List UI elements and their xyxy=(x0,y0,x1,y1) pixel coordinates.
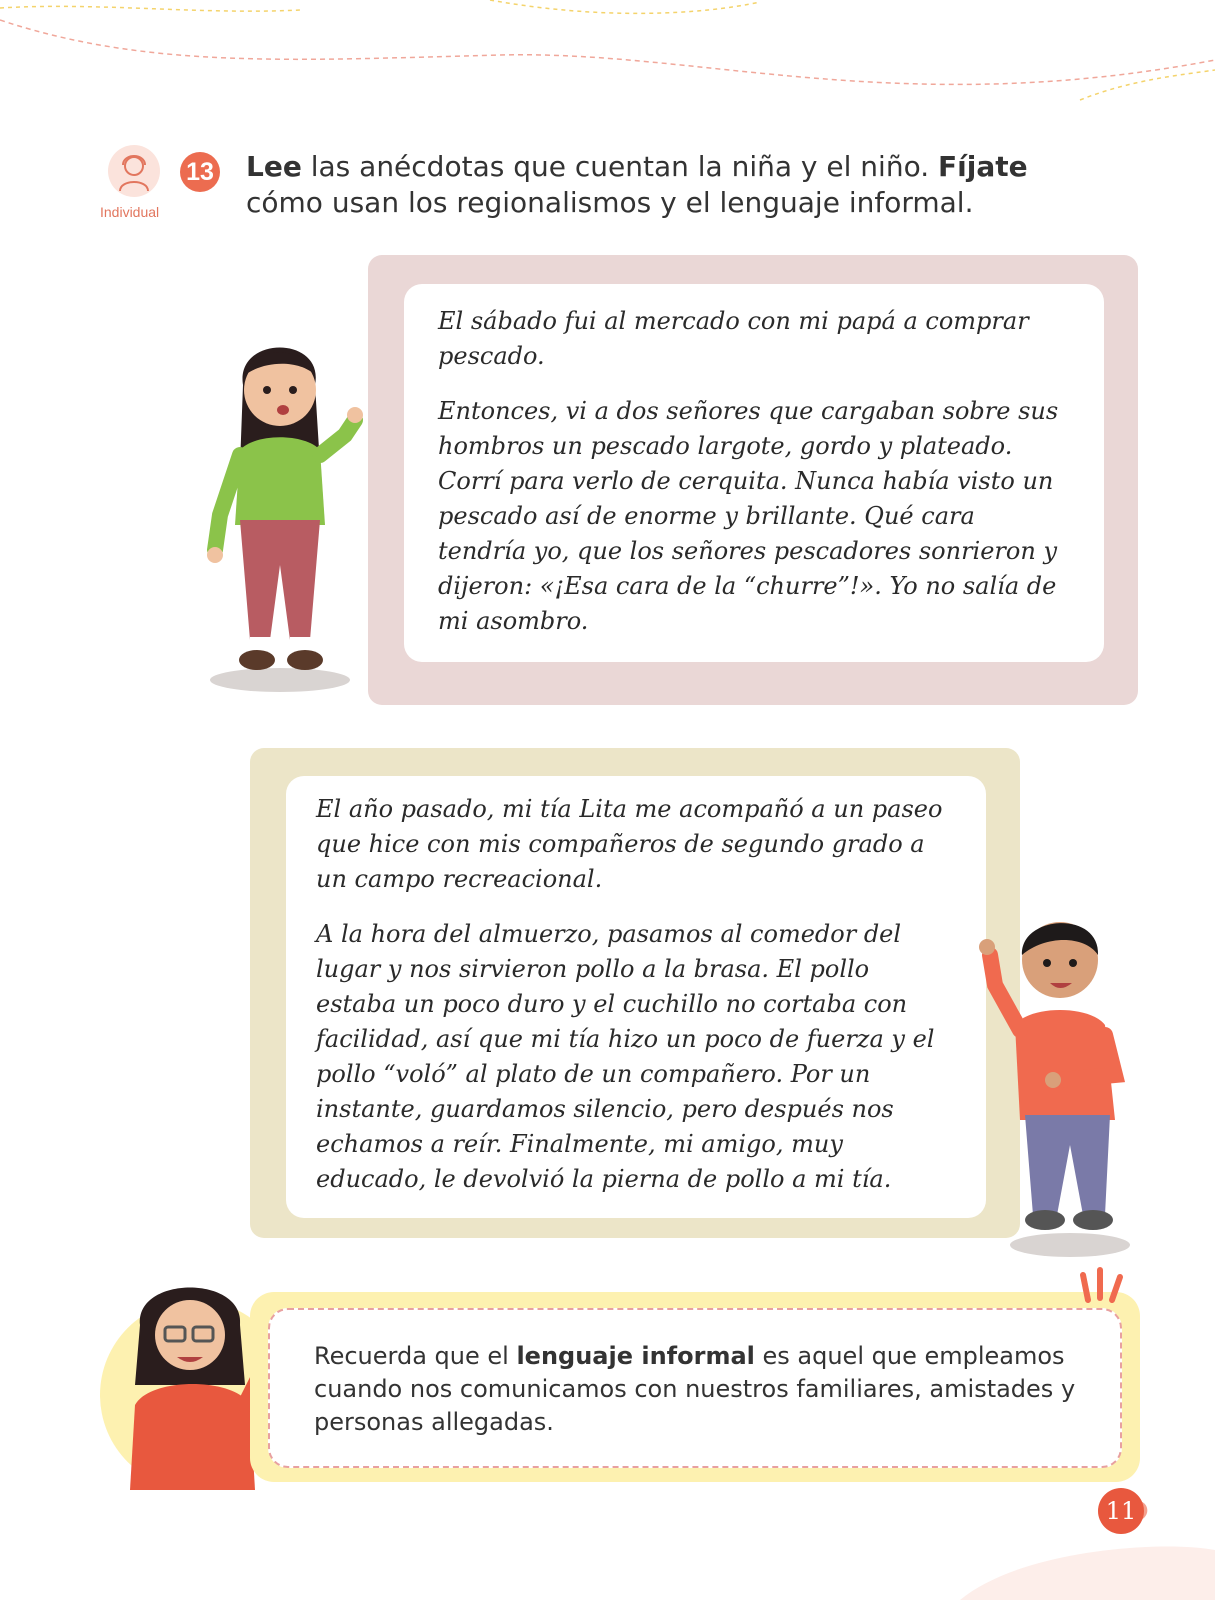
instruction-part-2: cómo usan los regionalismos y el lenguaje informal. xyxy=(246,186,974,219)
student-icon xyxy=(108,145,160,197)
mode-label: Individual xyxy=(100,204,160,220)
tip-text-part-1: Recuerda que el xyxy=(314,1342,517,1370)
girl-illustration xyxy=(195,315,370,700)
instruction-bold-read: Lee xyxy=(246,150,302,183)
instruction-bold-notice: Fíjate xyxy=(938,150,1028,183)
tip-card xyxy=(268,1308,1122,1468)
instruction-part-1: las anécdotas que cuentan la niña y el niño. xyxy=(301,150,939,183)
girl-story-paragraph: El sábado fui al mercado con mi papá a comprar pescado. xyxy=(438,307,1029,370)
tip-text xyxy=(314,1340,1080,1439)
instruction-text xyxy=(246,149,1106,221)
boy-story-paragraph: El año pasado, mi tía Lita me acompañó a un paseo que hice con mis compañeros de segundo grado a un campo recreacional. xyxy=(316,795,943,893)
tip-text-part-2: es aquel que empleamos cuando nos comunicamos con nuestros familiares, amistades y personas allegadas. xyxy=(314,1342,1076,1436)
boy-story-card xyxy=(286,776,986,1218)
activity-number: 13 xyxy=(180,152,220,192)
girl-story-card xyxy=(404,284,1104,662)
page-number: 11 xyxy=(1098,1488,1144,1534)
tip-bold-term: lenguaje informal xyxy=(516,1342,755,1370)
sparkle-icon xyxy=(1078,1265,1128,1305)
top-wave-decoration xyxy=(0,0,1215,110)
bottom-corner-decoration xyxy=(960,1540,1215,1600)
boy-story-paragraph: A la hora del almuerzo, pasamos al comedor del lugar y nos sirvieron pollo a la brasa. El pollo estaba un poco duro y el cuchillo no cortaba con facilidad, así que mi tía hizo un poco de fuerza y el pollo “voló” al plato de un compañero. Por un instante, guardamos silencio, pero después nos echamos a reír. Finalmente, mi amigo, muy educado, le devolvió la pierna de pollo a mi tía. xyxy=(316,920,935,1193)
girl-story-paragraph: Entonces, vi a dos señores que cargaban sobre sus hombros un pescado largote, gordo y plateado. Corrí para verlo de cerquita. Nunca había visto un pescado así de enorme y brillante. Qué cara tendría yo, que los señores pescadores sonrieron y dijeron: «¡Esa cara de la “churre”!». Yo no salía de mi asombro. xyxy=(438,397,1059,635)
boy-illustration xyxy=(975,885,1145,1265)
activity-header xyxy=(100,145,1200,235)
